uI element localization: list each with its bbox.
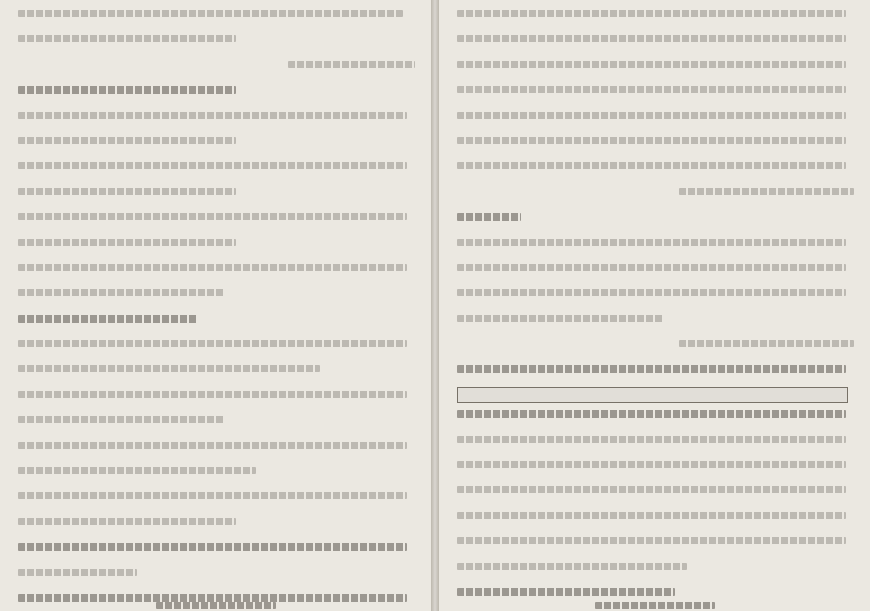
page-content: [18, 4, 415, 589]
text-line: [18, 492, 415, 511]
text-line: [18, 467, 415, 486]
text-line: [457, 10, 854, 29]
exam-page-right: [439, 0, 870, 611]
page-footer: [439, 594, 870, 606]
text-run: [18, 188, 236, 195]
text-run: [457, 486, 846, 493]
text-line: [457, 461, 854, 480]
text-line: [457, 86, 854, 105]
text-run: [457, 112, 846, 119]
text-run: [457, 289, 846, 296]
text-run: [457, 436, 846, 443]
text-line: [18, 340, 415, 359]
text-run: [18, 416, 224, 423]
footer-text: [595, 602, 715, 609]
text-line: [457, 61, 854, 80]
text-run: [457, 264, 846, 271]
text-run: [457, 537, 846, 544]
text-line: [457, 563, 854, 582]
text-line: [18, 137, 415, 156]
text-line: [18, 35, 415, 54]
text-run: [457, 61, 846, 68]
text-run: [18, 467, 256, 474]
text-line: [18, 213, 415, 232]
text-line: [18, 416, 415, 435]
text-line: [457, 162, 854, 181]
text-run: [457, 239, 846, 246]
text-run: [679, 188, 854, 195]
text-line: [457, 365, 854, 384]
text-line: [457, 188, 854, 207]
text-run: [18, 391, 407, 398]
text-line: [18, 315, 415, 334]
text-run: [457, 315, 663, 322]
text-line: [18, 442, 415, 461]
text-line: [457, 137, 854, 156]
text-run: [18, 518, 236, 525]
text-line: [18, 112, 415, 131]
text-run: [18, 264, 407, 271]
text-run: [18, 289, 224, 296]
text-run: [18, 213, 407, 220]
text-run: [18, 569, 137, 576]
text-run: [457, 461, 846, 468]
text-line: [18, 162, 415, 181]
text-run: [18, 239, 236, 246]
text-run: [457, 35, 846, 42]
text-run: [457, 10, 846, 17]
text-run: [457, 162, 846, 169]
exam-page-left: [0, 0, 431, 611]
text-run: [457, 213, 521, 221]
page-content: [457, 4, 854, 589]
text-line: [457, 340, 854, 359]
text-run: [18, 112, 407, 119]
text-line: [457, 315, 854, 334]
text-line: [457, 289, 854, 308]
page-footer: [0, 594, 431, 606]
text-line: [457, 264, 854, 283]
text-run: [457, 563, 687, 570]
text-run: [18, 340, 407, 347]
text-line: [457, 239, 854, 258]
text-line: [18, 569, 415, 588]
text-line: [18, 86, 415, 105]
text-line: [457, 213, 854, 232]
text-run: [18, 442, 407, 449]
text-run: [457, 410, 846, 418]
text-run: [457, 512, 846, 519]
text-run: [18, 35, 236, 42]
text-line: [457, 35, 854, 54]
text-line: [457, 486, 854, 505]
footer-text: [156, 602, 276, 609]
text-run: [18, 315, 197, 323]
answer-box-line: [457, 387, 848, 403]
text-line: [18, 518, 415, 537]
text-run: [18, 86, 236, 94]
text-line: [18, 188, 415, 207]
text-run: [18, 543, 407, 551]
text-line: [457, 436, 854, 455]
text-line: [18, 264, 415, 283]
text-line: [457, 410, 854, 429]
text-run: [18, 137, 236, 144]
book-gutter: [431, 0, 439, 611]
text-line: [18, 365, 415, 384]
text-line: [457, 537, 854, 556]
text-run: [457, 137, 846, 144]
text-line: [18, 61, 415, 80]
text-run: [457, 86, 846, 93]
text-run: [457, 365, 846, 373]
text-run: [18, 162, 407, 169]
text-run: [18, 365, 320, 372]
text-line: [18, 239, 415, 258]
text-run: [679, 340, 854, 347]
text-run: [18, 10, 403, 17]
text-line: [457, 112, 854, 131]
text-line: [457, 385, 854, 404]
text-line: [18, 391, 415, 410]
text-line: [18, 289, 415, 308]
text-run: [18, 492, 407, 499]
text-line: [457, 512, 854, 531]
text-line: [18, 10, 415, 29]
text-line: [18, 543, 415, 562]
text-run: [288, 61, 415, 68]
